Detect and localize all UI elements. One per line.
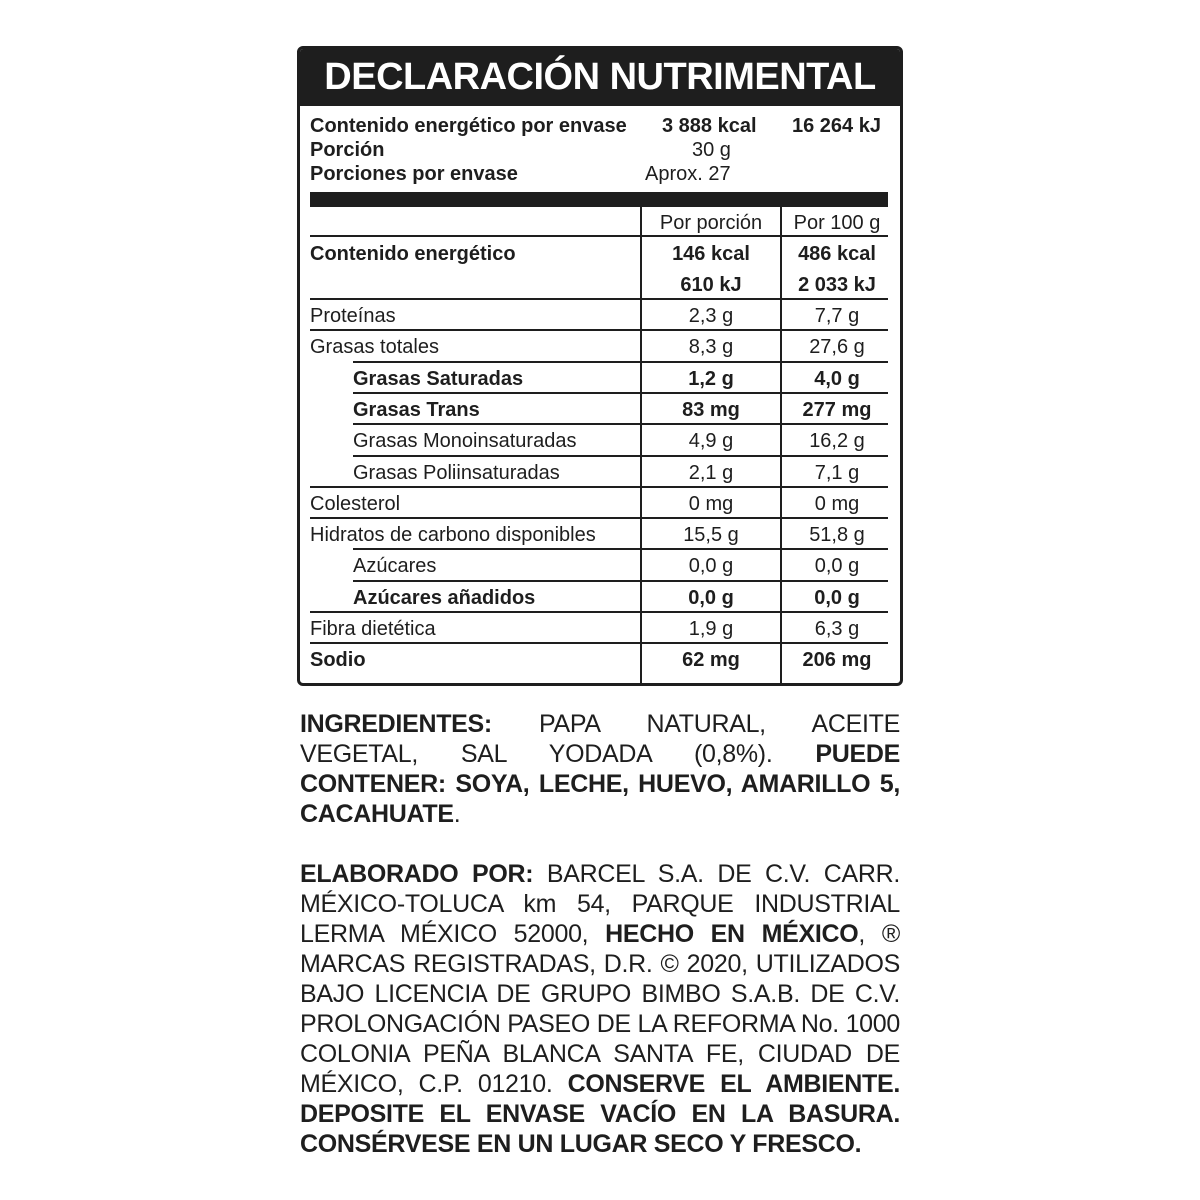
- nutrient-per-serving: 1,9 g: [688, 618, 734, 640]
- nutrient-per-100g: 0,0 g: [814, 555, 860, 578]
- nutrient-label: Azúcares: [353, 555, 437, 578]
- section-divider-bar: [310, 192, 888, 207]
- nutrient-label: Grasas Trans: [353, 398, 480, 421]
- row-divider: [310, 329, 888, 331]
- row-divider: [353, 580, 888, 582]
- nutrient-per-serving: 62 mg: [682, 649, 740, 672]
- serving-label: Porción: [310, 139, 385, 161]
- row-divider: [353, 423, 888, 425]
- row-divider: [310, 642, 888, 644]
- row-divider: [310, 486, 888, 488]
- manufacturer-paragraph: [300, 859, 900, 1159]
- row-divider: [353, 392, 888, 394]
- energy-per-package-label: Contenido energético por envase: [310, 115, 627, 137]
- row-divider: [310, 517, 888, 519]
- column-header-per-serving: Por porción: [659, 212, 763, 234]
- nutrient-per-serving: 1,2 g: [688, 367, 734, 390]
- servings-per-package-value: Aprox. 27: [645, 163, 731, 185]
- energy-per-serving-kj: 610 kJ: [680, 274, 742, 296]
- nutrient-per-serving: 8,3 g: [688, 336, 734, 359]
- ingredients-label: INGREDIENTES:: [300, 710, 492, 738]
- energy-per-100g-kj: 2 033 kJ: [798, 274, 876, 296]
- closing-instructions: CONSERVE EL AMBIENTE. DEPOSITE EL ENVASE VACÍO EN LA BASURA. CONSÉRVESE EN UN LUGAR SECO Y FRESCO.: [300, 1070, 900, 1158]
- nutrient-per-100g: 51,8 g: [809, 524, 865, 547]
- nutrient-per-serving: 83 mg: [682, 398, 740, 421]
- row-divider: [310, 298, 888, 300]
- nutrient-per-100g: 277 mg: [802, 398, 872, 421]
- nutrient-label: Grasas Monoinsaturadas: [353, 430, 577, 453]
- nutrient-per-100g: 0 mg: [814, 492, 860, 515]
- row-divider: [310, 611, 888, 613]
- nutrient-per-serving: 4,9 g: [688, 430, 734, 453]
- manufacturer-legal: , ® MARCAS REGISTRADAS, D.R. © 2020, UTILIZADOS BAJO LICENCIA DE GRUPO BIMBO S.A.B. DE C.V. PROLONGACIÓN PASEO DE LA REFORMA No. 1000 COLONIA PEÑA BLANCA SANTA FE, CIUDAD DE MÉXICO, C.P. 01210.: [300, 920, 900, 1098]
- allergen-text: SOYA, LECHE, HUEVO, AMARILLO 5, CACAHUATE: [300, 770, 900, 828]
- manufacturer-label: ELABORADO POR:: [300, 860, 534, 888]
- energy-per-serving-kcal: 146 kcal: [672, 243, 750, 265]
- energy-per-100g-kcal: 486 kcal: [798, 243, 876, 265]
- nutrient-label: Colesterol: [310, 492, 401, 515]
- energy-row-label: Contenido energético: [310, 243, 516, 265]
- made-in-text: HECHO EN MÉXICO: [605, 920, 859, 948]
- energy-per-package-kcal: 3 888 kcal: [662, 115, 757, 137]
- nutrient-per-100g: 16,2 g: [809, 430, 865, 453]
- nutrient-per-100g: 0,0 g: [814, 586, 860, 609]
- ingredients-paragraph: [300, 709, 900, 829]
- nutrient-label: Grasas Poliinsaturadas: [353, 461, 560, 484]
- nutrient-per-100g: 6,3 g: [814, 618, 860, 640]
- nutrient-per-serving: 0,0 g: [688, 586, 734, 609]
- nutrient-per-100g: 206 mg: [802, 649, 872, 672]
- nutrient-label: Hidratos de carbono disponibles: [310, 524, 596, 547]
- row-divider: [353, 455, 888, 457]
- column-header-per-100g: Por 100 g: [793, 212, 881, 234]
- allergen-label: PUEDE CONTENER:: [300, 740, 900, 798]
- nutrient-per-100g: 4,0 g: [814, 367, 860, 390]
- nutrient-per-serving: 0,0 g: [688, 555, 734, 578]
- nutrition-title: DECLARACIÓN NUTRIMENTAL: [300, 49, 900, 106]
- nutrient-per-serving: 0 mg: [688, 492, 734, 515]
- serving-value: 30 g: [692, 139, 731, 161]
- servings-per-package-label: Porciones por envase: [310, 163, 518, 185]
- nutrient-per-serving: 15,5 g: [683, 524, 739, 547]
- ingredients-text: PAPA NATURAL, ACEITE VEGETAL, SAL YODADA (0,8%).: [300, 710, 900, 768]
- nutrient-label: Grasas Saturadas: [353, 367, 524, 390]
- nutrient-label: Grasas totales: [310, 336, 439, 359]
- nutrient-label: Fibra dietética: [310, 618, 436, 640]
- allergen-end: .: [453, 800, 461, 828]
- nutrition-facts-panel: [297, 46, 903, 686]
- row-divider: [310, 235, 888, 237]
- nutrient-per-100g: 27,6 g: [809, 336, 865, 359]
- row-divider: [353, 361, 888, 363]
- nutrient-label: Proteínas: [310, 305, 396, 327]
- row-divider: [353, 548, 888, 550]
- nutrient-label: Sodio: [310, 649, 366, 672]
- nutrient-per-serving: 2,3 g: [688, 305, 734, 327]
- manufacturer-address: BARCEL S.A. DE C.V. CARR. MÉXICO-TOLUCA km 54, PARQUE INDUSTRIAL LERMA MÉXICO 52000,: [300, 860, 900, 948]
- energy-per-package-kj: 16 264 kJ: [792, 115, 881, 137]
- nutrient-per-100g: 7,7 g: [814, 305, 860, 327]
- nutrient-per-100g: 7,1 g: [814, 461, 860, 484]
- nutrient-label: Azúcares añadidos: [353, 586, 536, 609]
- nutrient-per-serving: 2,1 g: [688, 461, 734, 484]
